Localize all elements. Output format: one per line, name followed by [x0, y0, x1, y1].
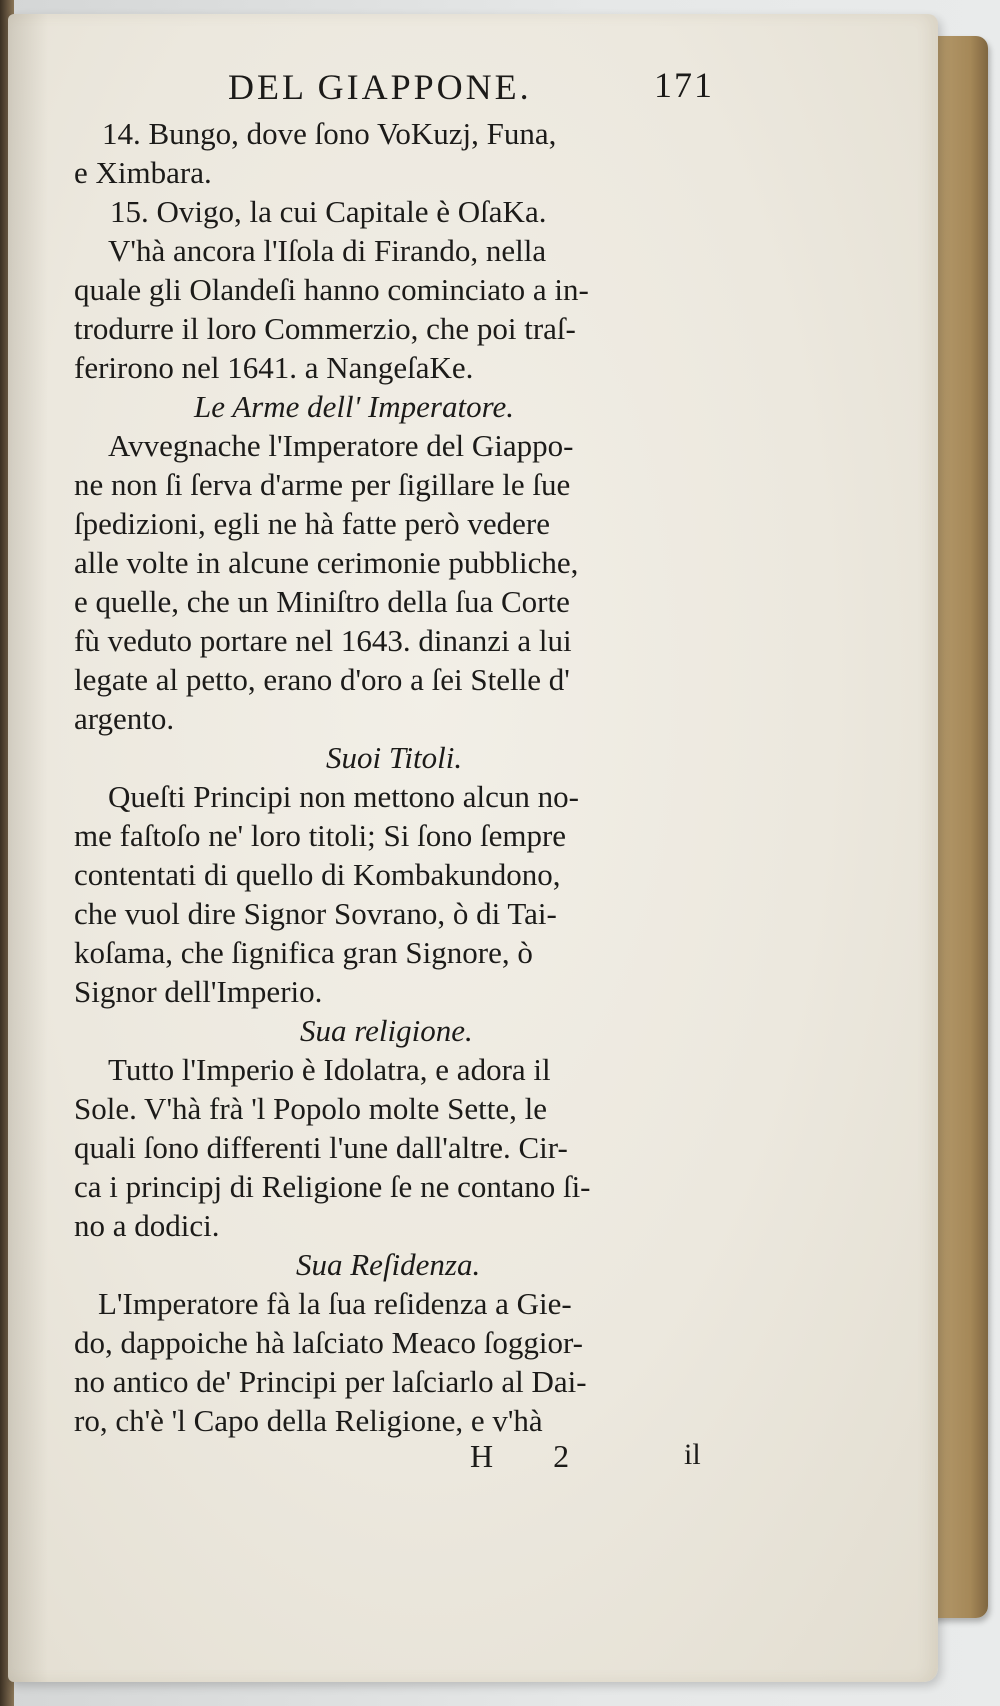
text-line: no a dodici.	[74, 1208, 220, 1243]
text-line: e Ximbara.	[74, 155, 212, 190]
text-line: quale gli Olandeſi hanno cominciato a in-	[74, 272, 589, 307]
text-line: Queſti Principi non mettono alcun no-	[108, 779, 579, 814]
book-page	[8, 14, 938, 1682]
text-line: quali ſono differenti l'une dall'altre. Cir-	[74, 1130, 568, 1165]
text-line: ferirono nel 1641. a NangeſaKe.	[74, 350, 474, 385]
text-line: do, dappoiche hà laſciato Meaco ſoggior-	[74, 1325, 583, 1360]
text-line: che vuol dire Signor Sovrano, ò di Tai-	[74, 896, 557, 931]
text-line: alle volte in alcune cerimonie pubbliche,	[74, 545, 579, 580]
text-line: Sole. V'hà frà 'l Popolo molte Sette, le	[74, 1091, 547, 1126]
text-line: no antico de' Principi per laſciarlo al Dai-	[74, 1364, 587, 1399]
section-heading: Sua religione.	[300, 1013, 473, 1048]
section-heading: Suoi Titoli.	[326, 740, 463, 775]
section-heading: Sua Reſidenza.	[296, 1247, 481, 1282]
text-line: legate al petto, erano d'oro a ſei Stelle d'	[74, 662, 570, 697]
text-line: Tutto l'Imperio è Idolatra, e adora il	[108, 1052, 551, 1087]
catchword: il	[684, 1438, 701, 1471]
section-heading: Le Arme dell' Imperatore.	[194, 389, 515, 424]
running-head: DEL GIAPPONE.	[228, 67, 532, 107]
text-line: me faſtoſo ne' loro titoli; Si ſono ſempre	[74, 818, 567, 853]
text-line: ne non ſi ſerva d'arme per ſigillare le ſue	[74, 467, 571, 502]
signature-mark: H 2	[470, 1438, 596, 1474]
text-line: ſpedizioni, egli ne hà fatte però vedere	[74, 506, 550, 541]
text-line: 14. Bungo, dove ſono VoKuzj, Funa,	[102, 116, 557, 151]
text-line: koſama, che ſignifica gran Signore, ò	[74, 935, 533, 970]
text-line: V'hà ancora l'Iſola di Firando, nella	[108, 233, 547, 268]
page-number: 171	[654, 65, 714, 105]
text-line: ro, ch'è 'l Capo della Religione, e v'hà	[74, 1403, 543, 1438]
text-line: Avvegnache l'Imperatore del Giappo-	[108, 428, 574, 463]
text-line: ca i principj di Religione ſe ne contano ſi-	[74, 1169, 591, 1204]
text-line: e quelle, che un Miniſtro della ſua Corte	[74, 584, 570, 619]
text-line: argento.	[74, 701, 175, 736]
text-block	[74, 114, 764, 1440]
text-line: 15. Ovigo, la cui Capitale è OſaKa.	[110, 194, 547, 229]
text-line: trodurre il loro Commerzio, che poi traſ-	[74, 311, 576, 346]
text-line: contentati di quello di Kombakundono,	[74, 857, 561, 892]
text-line: fù veduto portare nel 1643. dinanzi a lui	[74, 623, 572, 658]
text-line: Signor dell'Imperio.	[74, 974, 323, 1009]
text-line: L'Imperatore fà la ſua reſidenza a Gie-	[98, 1286, 572, 1321]
